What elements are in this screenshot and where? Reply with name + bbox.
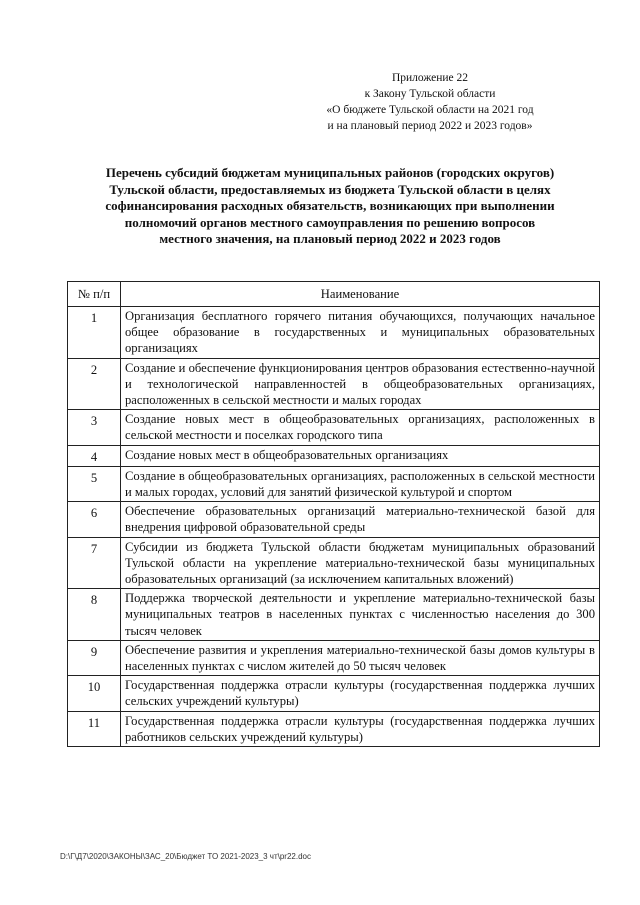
subsidy-table (67, 281, 600, 747)
table-row (68, 589, 600, 641)
row-name: Государственная поддержка отрасли культуры (государственная поддержка лучших сельских учреждений культуры) (121, 676, 600, 711)
appendix-header (300, 70, 560, 134)
row-name: Обеспечение образовательных организаций материально-технической базой для внедрения цифровой образовательной среды (121, 502, 600, 537)
appendix-line-4: и на плановый период 2022 и 2023 годов» (327, 120, 533, 132)
row-number: 3 (68, 410, 121, 445)
row-number: 5 (68, 466, 121, 501)
table-row (68, 410, 600, 445)
document-title (55, 165, 605, 248)
table-row (68, 537, 600, 589)
table-row (68, 445, 600, 466)
title-line-4: полномочий органов местного самоуправления по решению вопросов (124, 214, 536, 230)
row-name: Создание в общеобразовательных организациях, расположенных в сельской местности и малых городах, условий для занятий физической культурой и спортом (121, 466, 600, 501)
table-header-row (68, 282, 600, 307)
row-number: 9 (68, 640, 121, 675)
table-row (68, 676, 600, 711)
table-row (68, 711, 600, 746)
column-header-number: № п/п (68, 282, 121, 307)
row-name: Организация бесплатного горячего питания обучающихся, получающих начальное общее образование в государственных и муниципальных образовательных организациях (121, 307, 600, 359)
row-number: 6 (68, 502, 121, 537)
appendix-line-3: «О бюджете Тульской области на 2021 год (326, 104, 534, 116)
table-row (68, 466, 600, 501)
title-line-2: Тульской области, предоставляемых из бюджета Тульской области в целях (109, 181, 551, 197)
row-name: Создание новых мест в общеобразовательных организациях, расположенных в сельской местности и поселках городского типа (121, 410, 600, 445)
title-line-5: местного значения, на плановый период 2022 и 2023 годов (159, 231, 501, 246)
table-row (68, 358, 600, 410)
row-name: Поддержка творческой деятельности и укрепление материально-технической базы муниципальных театров в населенных пунктах с численностью населения до 300 тысяч человек (121, 589, 600, 641)
title-line-1: Перечень субсидий бюджетам муниципальных районов (городских округов) (105, 165, 555, 180)
appendix-line-1: Приложение 22 (391, 72, 469, 84)
row-number: 7 (68, 537, 121, 589)
row-number: 10 (68, 676, 121, 711)
row-name: Государственная поддержка отрасли культуры (государственная поддержка лучших работников сельских учреждений культуры) (121, 711, 600, 746)
row-number: 8 (68, 589, 121, 641)
row-name: Создание новых мест в общеобразовательных организациях (121, 445, 600, 466)
row-number: 11 (68, 711, 121, 746)
file-path-footer: D:\Г\Д7\2020\ЗАКОНЫ\ЗАС_20\Бюджет ТО 2021-2023_3 чт\pr22.doc (60, 852, 311, 861)
appendix-line-2: к Закону Тульской области (364, 88, 496, 100)
title-line-3: софинансирования расходных обязательств, возникающих при выполнении (105, 198, 555, 213)
table-row (68, 307, 600, 359)
row-name: Субсидии из бюджета Тульской области бюджетам муниципальных образований Тульской области на укрепление материально-технической базы муниципальных образовательных организаций (за исключением капитальных вложений) (121, 537, 600, 589)
row-name: Обеспечение развития и укрепления материально-технической базы домов культуры в населенных пунктах с числом жителей до 50 тысяч человек (121, 640, 600, 675)
row-number: 1 (68, 307, 121, 359)
table-row (68, 640, 600, 675)
row-number: 2 (68, 358, 121, 410)
row-name: Создание и обеспечение функционирования центров образования естественно-научной и технологической направленностей в общеобразовательных организациях, расположенных в сельской местности и малых городах (121, 358, 600, 410)
column-header-name: Наименование (121, 282, 600, 307)
table-row (68, 502, 600, 537)
row-number: 4 (68, 445, 121, 466)
